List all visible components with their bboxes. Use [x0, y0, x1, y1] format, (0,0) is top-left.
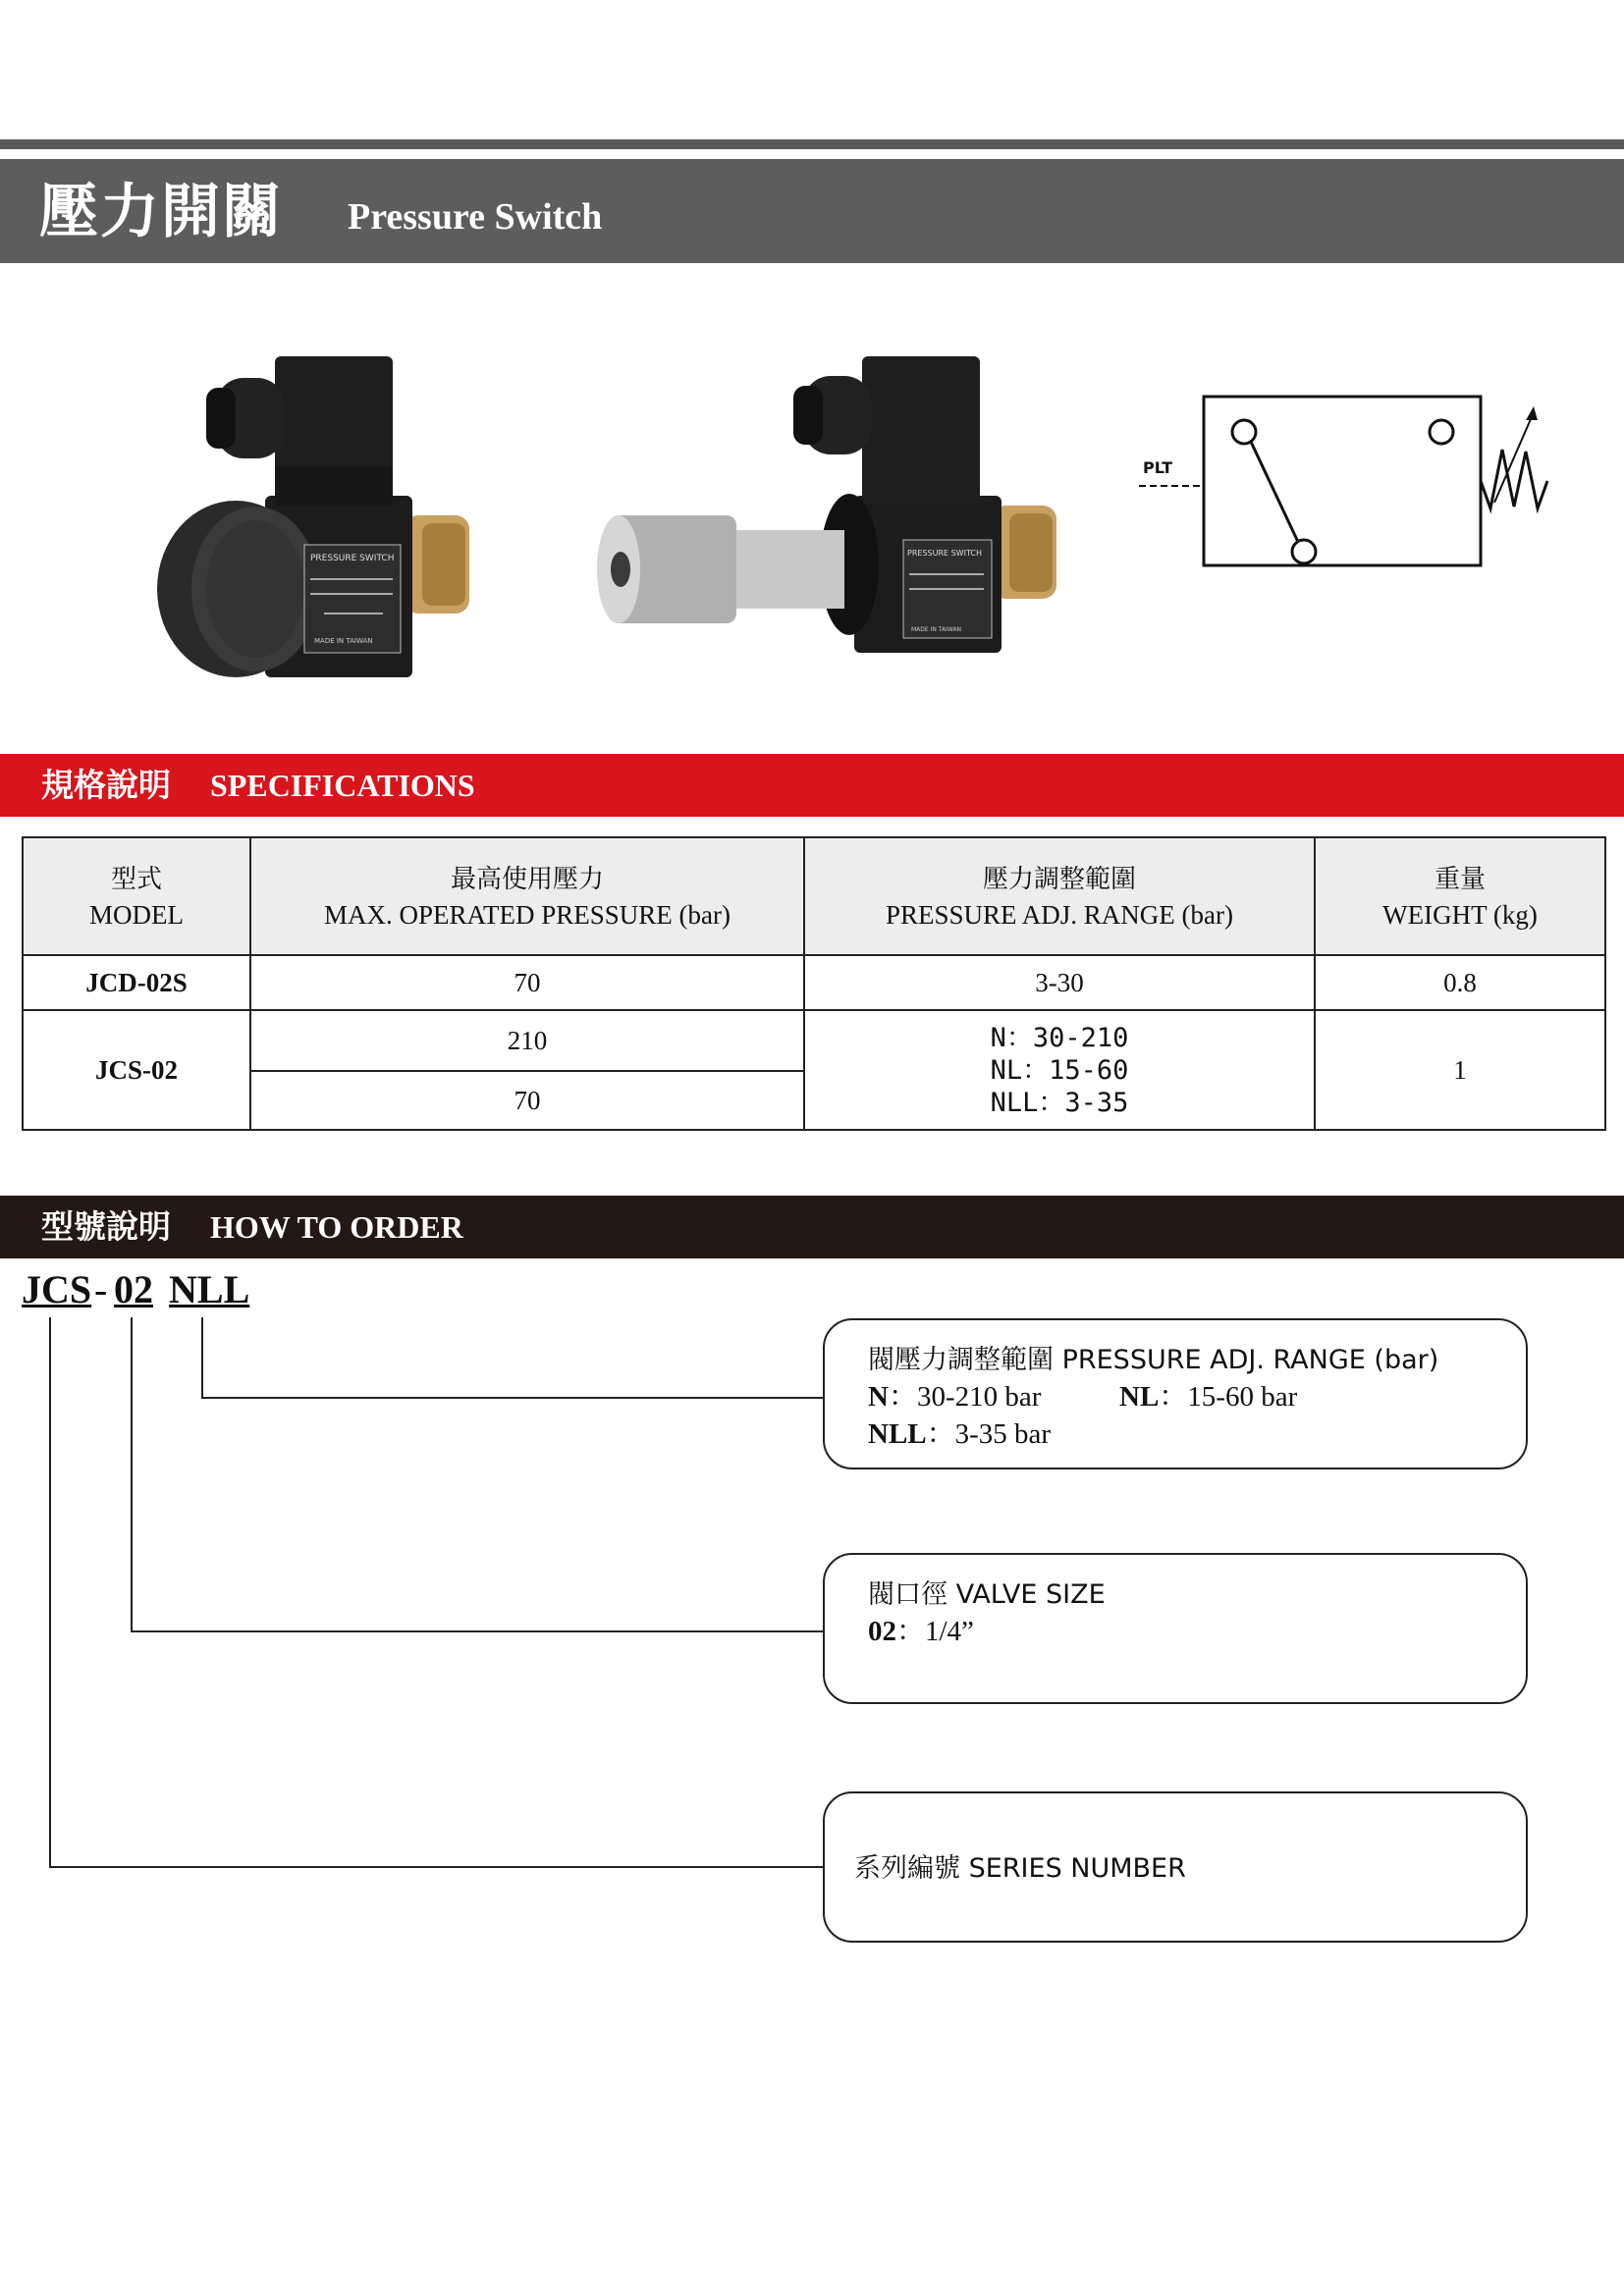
valve-size-box — [823, 1553, 1528, 1704]
product-photo-jcd-02s — [147, 348, 501, 682]
how-to-order-title-en: HOW TO ORDER — [210, 1209, 463, 1245]
photo-label-text: PRESSURE SWITCH — [310, 554, 395, 563]
cell-max-pressure: 70 — [250, 955, 804, 1010]
page-title-zh: 壓力開關 — [39, 178, 283, 246]
leader-line-series-h — [49, 1866, 823, 1868]
table-header-row — [23, 837, 1605, 955]
header-top-rule — [0, 139, 1624, 149]
code-range: NLL — [169, 1267, 250, 1311]
range-option-box — [823, 1318, 1528, 1469]
valve-size-option: 02：1/4” — [868, 1616, 974, 1647]
product-photo-jcs-02 — [589, 348, 1060, 663]
leader-line-size — [131, 1317, 133, 1631]
specifications-title-en: SPECIFICATIONS — [210, 768, 475, 803]
cell-range: N：30-210 NL：15-60 NLL：3-35 — [804, 1010, 1315, 1130]
photo-label-text: PRESSURE SWITCH — [907, 549, 982, 558]
code-size: 02 — [114, 1267, 153, 1311]
range-box-title: 閥壓力調整範圍 PRESSURE ADJ. RANGE (bar) — [868, 1345, 1439, 1375]
leader-line-size-h — [131, 1630, 823, 1632]
specifications-title-zh: 規格說明 — [41, 766, 171, 804]
code-separator: - — [94, 1267, 108, 1311]
column-header-max-pressure: 最高使用壓力 MAX. OPERATED PRESSURE (bar) — [250, 837, 804, 955]
table-row — [23, 955, 1605, 1010]
leader-line-range — [201, 1317, 203, 1398]
page-title-en: Pressure Switch — [348, 196, 603, 238]
column-header-range: 壓力調整範圍 PRESSURE ADJ. RANGE (bar) — [804, 837, 1315, 955]
column-header-weight: 重量 WEIGHT (kg) — [1315, 837, 1605, 955]
series-number-box — [823, 1791, 1528, 1943]
table-row — [23, 1010, 1605, 1071]
leader-line-series — [49, 1317, 51, 1867]
cell-weight: 0.8 — [1315, 955, 1605, 1010]
leader-line-range-h — [201, 1397, 823, 1399]
code-series: JCS — [22, 1267, 92, 1311]
cell-max-pressure: 210 — [250, 1010, 804, 1071]
how-to-order-title-zh: 型號說明 — [41, 1207, 171, 1246]
range-option-nll: NLL：3-35 bar — [868, 1418, 1052, 1450]
symbol-port-label: PLT — [1143, 458, 1173, 477]
pressure-switch-symbol — [1129, 383, 1561, 599]
valve-size-title: 閥口徑 VALVE SIZE — [868, 1579, 1106, 1610]
cell-model: JCS-02 — [23, 1010, 250, 1130]
cell-range: 3-30 — [804, 955, 1315, 1010]
photo-made-in: MADE IN TAIWAN — [314, 637, 373, 645]
range-option-nl: NL：15-60 bar — [1119, 1381, 1298, 1413]
range-option-n: N：30-210 bar — [868, 1381, 1042, 1413]
specifications-table — [22, 836, 1606, 1131]
cell-weight: 1 — [1315, 1010, 1605, 1130]
series-number-title: 系列編號 SERIES NUMBER — [854, 1853, 1186, 1884]
cell-model: JCD-02S — [23, 955, 250, 1010]
column-header-model: 型式 MODEL — [23, 837, 250, 955]
cell-max-pressure: 70 — [250, 1071, 804, 1130]
photo-made-in: MADE IN TAIWAN — [911, 626, 962, 633]
